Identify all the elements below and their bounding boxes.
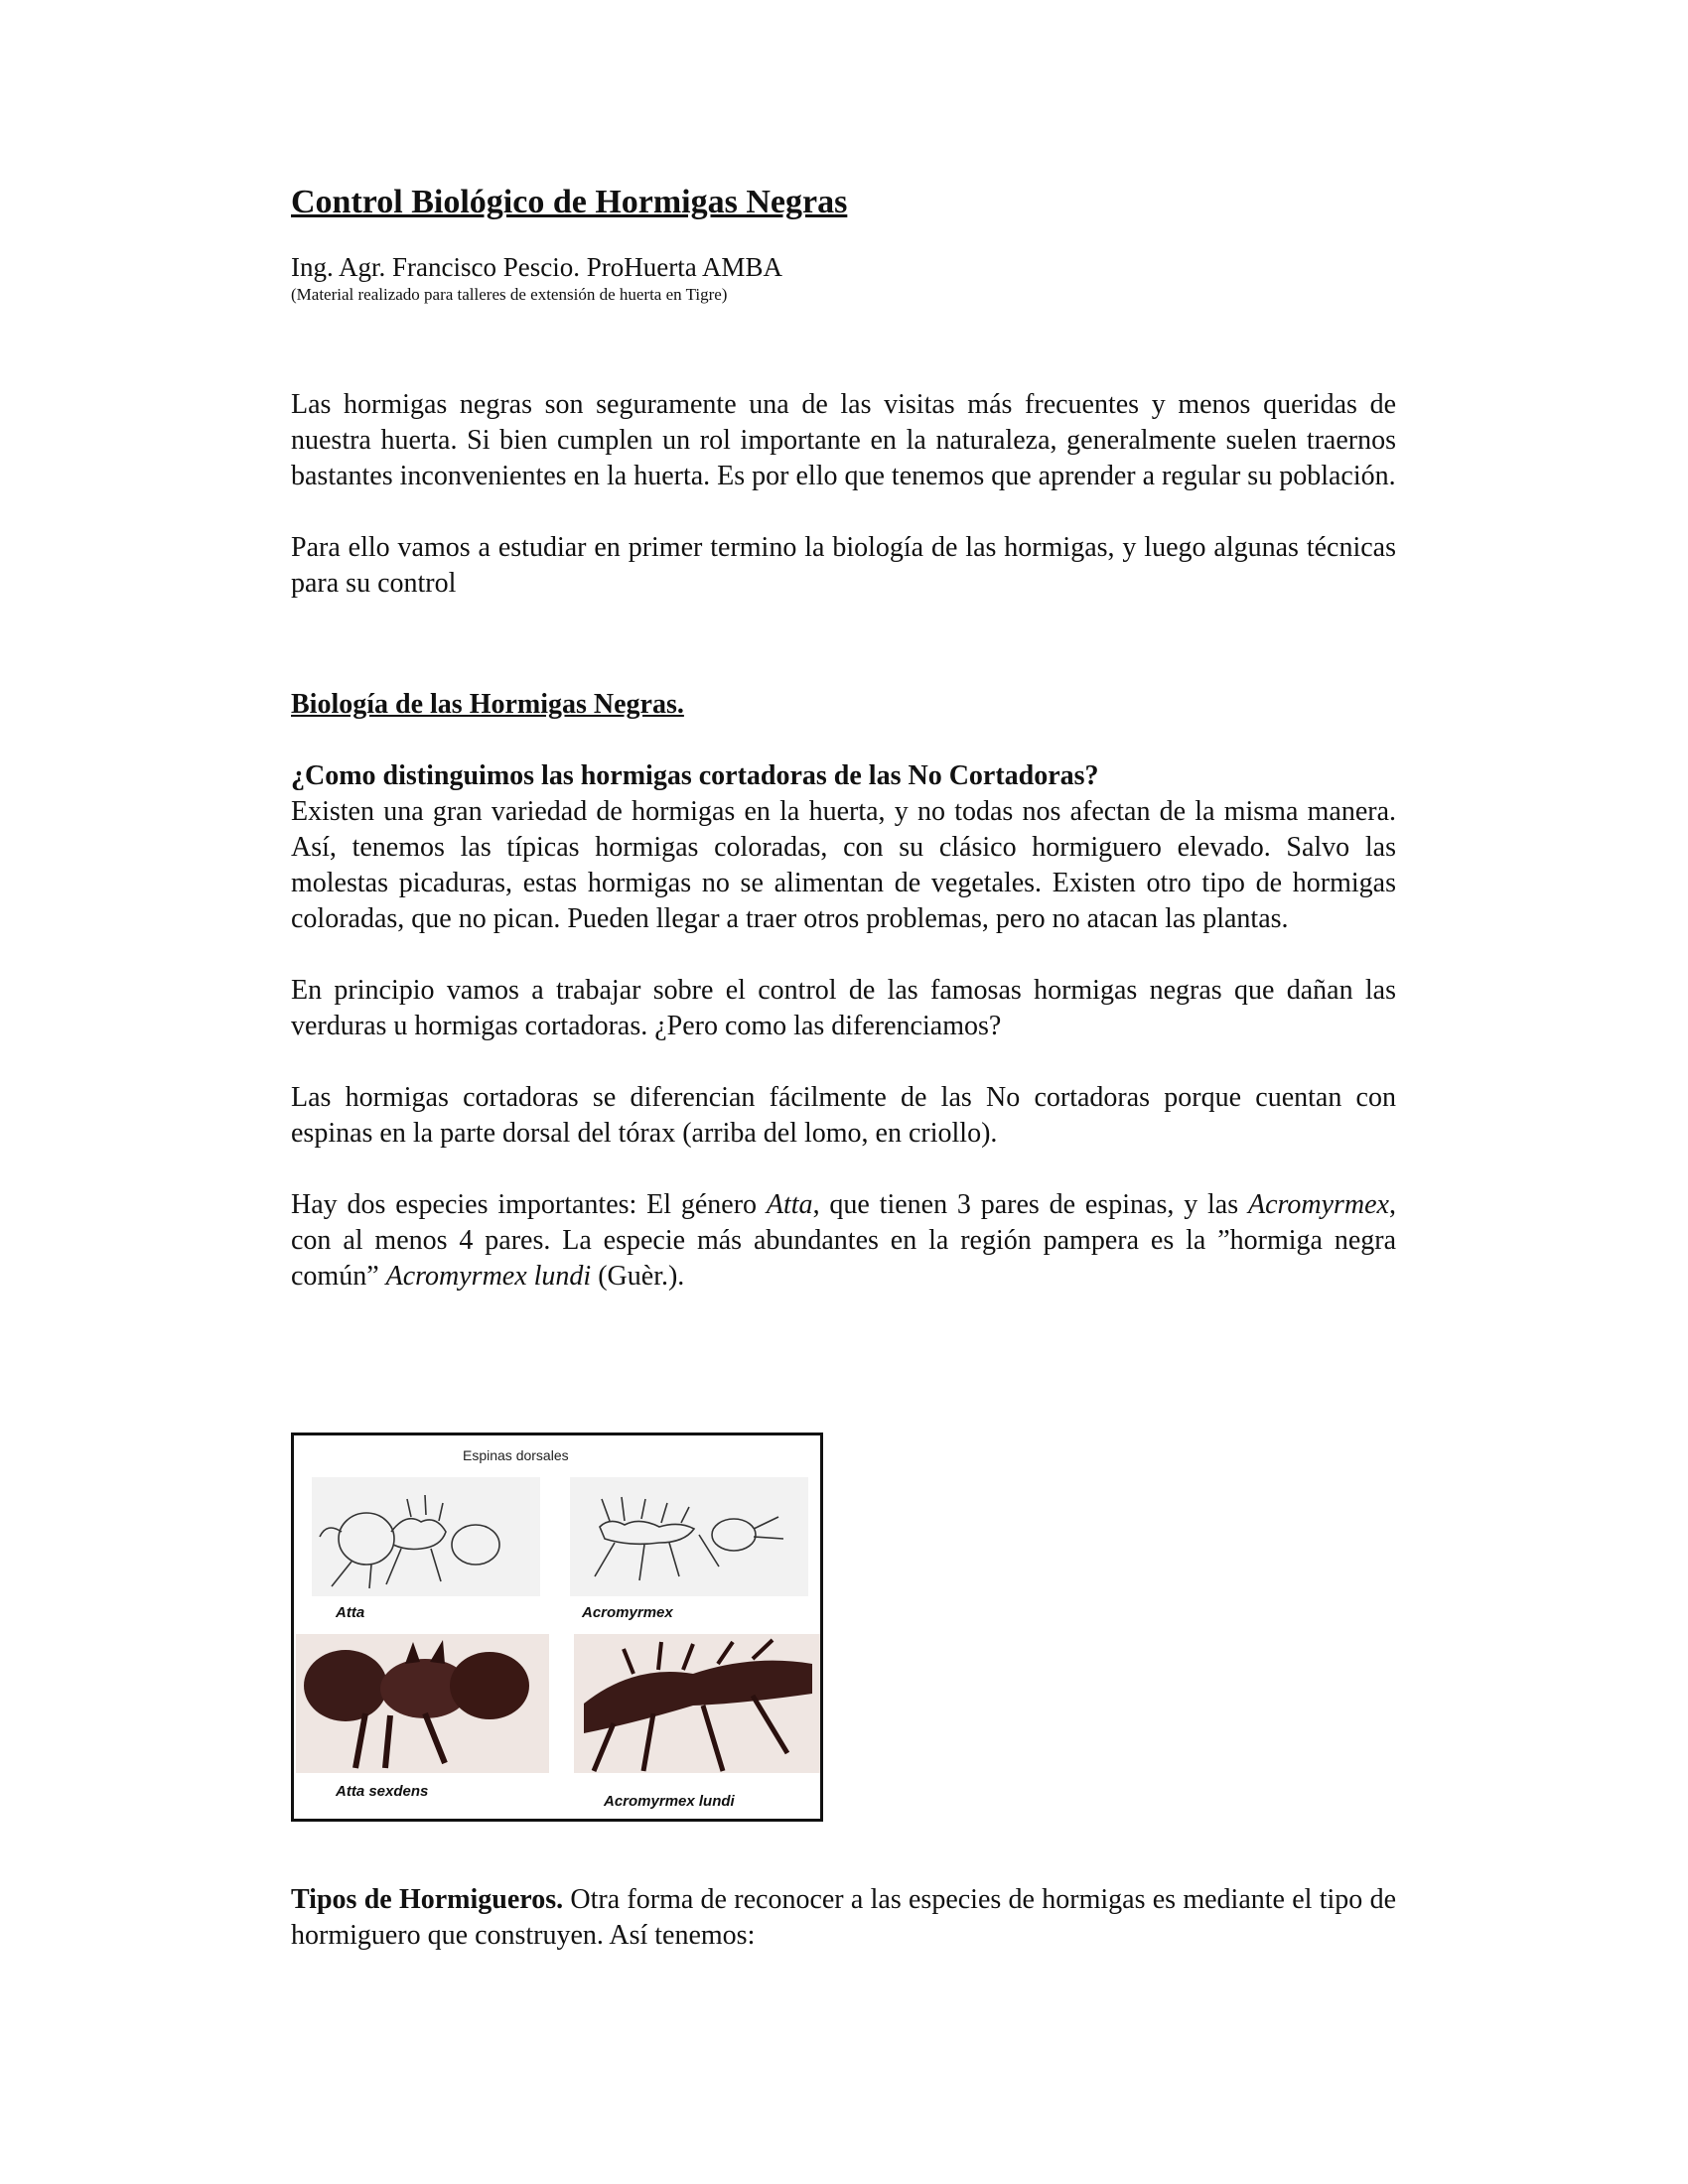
atta-drawing [312,1477,540,1596]
paragraph-spines: Las hormigas cortadoras se diferencian fácilmente de las No cortadoras porque cuentan con espinas en la parte dorsal del tórax (arriba del lomo, en criollo). [291,1082,1396,1149]
figure-top-label: Espinas dorsales [463,1447,569,1463]
figure-label-atta: Atta [336,1604,365,1621]
author-line: Ing. Agr. Francisco Pescio. ProHuerta AMBA [291,252,782,282]
tipos-heading: Tipos de Hormigueros. [291,1884,564,1915]
section-tipos-hormigueros [291,1882,1396,1954]
document-title: Control Biológico de Hormigas Negras [291,184,848,220]
section-question: ¿Como distinguimos las hormigas cortadoras de las No Cortadoras? [291,760,1099,791]
figure-label-acromyrmex: Acromyrmex [582,1604,673,1621]
paragraph-tipos: Tipos de Hormigueros. Otra forma de reconocer a las especies de hormigas es mediante el tipo de hormiguero que construyen. Así tenemos: [291,1884,1397,1951]
paragraph-control-focus: En principio vamos a trabajar sobre el control de las famosas hormigas negras que dañan las verduras u hormigas cortadoras. ¿Pero como las diferenciamos? [291,975,1396,1041]
material-note: (Material realizado para talleres de extensión de huerta en Tigre) [291,285,728,304]
acromyrmex-lundi-photo [574,1634,820,1773]
ant-spines-figure [291,1433,823,1822]
section-heading-biology: Biología de las Hormigas Negras. [291,689,684,720]
figure-label-acromyrmex-lundi: Acromyrmex lundi [604,1793,735,1810]
intro-paragraph-1: Las hormigas negras son seguramente una de las visitas más frecuentes y menos queridas de nuestra huerta. Si bien cumplen un rol importante en la naturaleza, generalmente suelen traernos bastantes inconvenientes en la huerta. Es por ello que tenemos que aprender a regular su población. [291,389,1396,491]
acromyrmex-drawing [570,1477,808,1596]
paragraph-species: Hay dos especies importantes: El género Atta, que tienen 3 pares de espinas, y las Acromyrmex, con al menos 4 pares. La especie más abundantes en la región pampera es la ”hormiga negra común” Acromyrmex lundi (Guèr.). [291,1189,1396,1292]
paragraph-ant-varieties: Existen una gran variedad de hormigas en la huerta, y no todas nos afectan de la misma manera. Así, tenemos las típicas hormigas coloradas, con su clásico hormiguero elevado. Salvo las molestas picaduras, estas hormigas no se alimentan de vegetales. Existen otro tipo de hormigas coloradas, que no pican. Pueden llegar a traer otros problemas, pero no atacan las plantas. [291,796,1396,934]
document-body [291,179,1396,1295]
atta-sexdens-photo [296,1634,549,1773]
figure-label-atta-sexdens: Atta sexdens [336,1783,429,1800]
intro-paragraph-2: Para ello vamos a estudiar en primer termino la biología de las hormigas, y luego algunas técnicas para su control [291,532,1396,599]
